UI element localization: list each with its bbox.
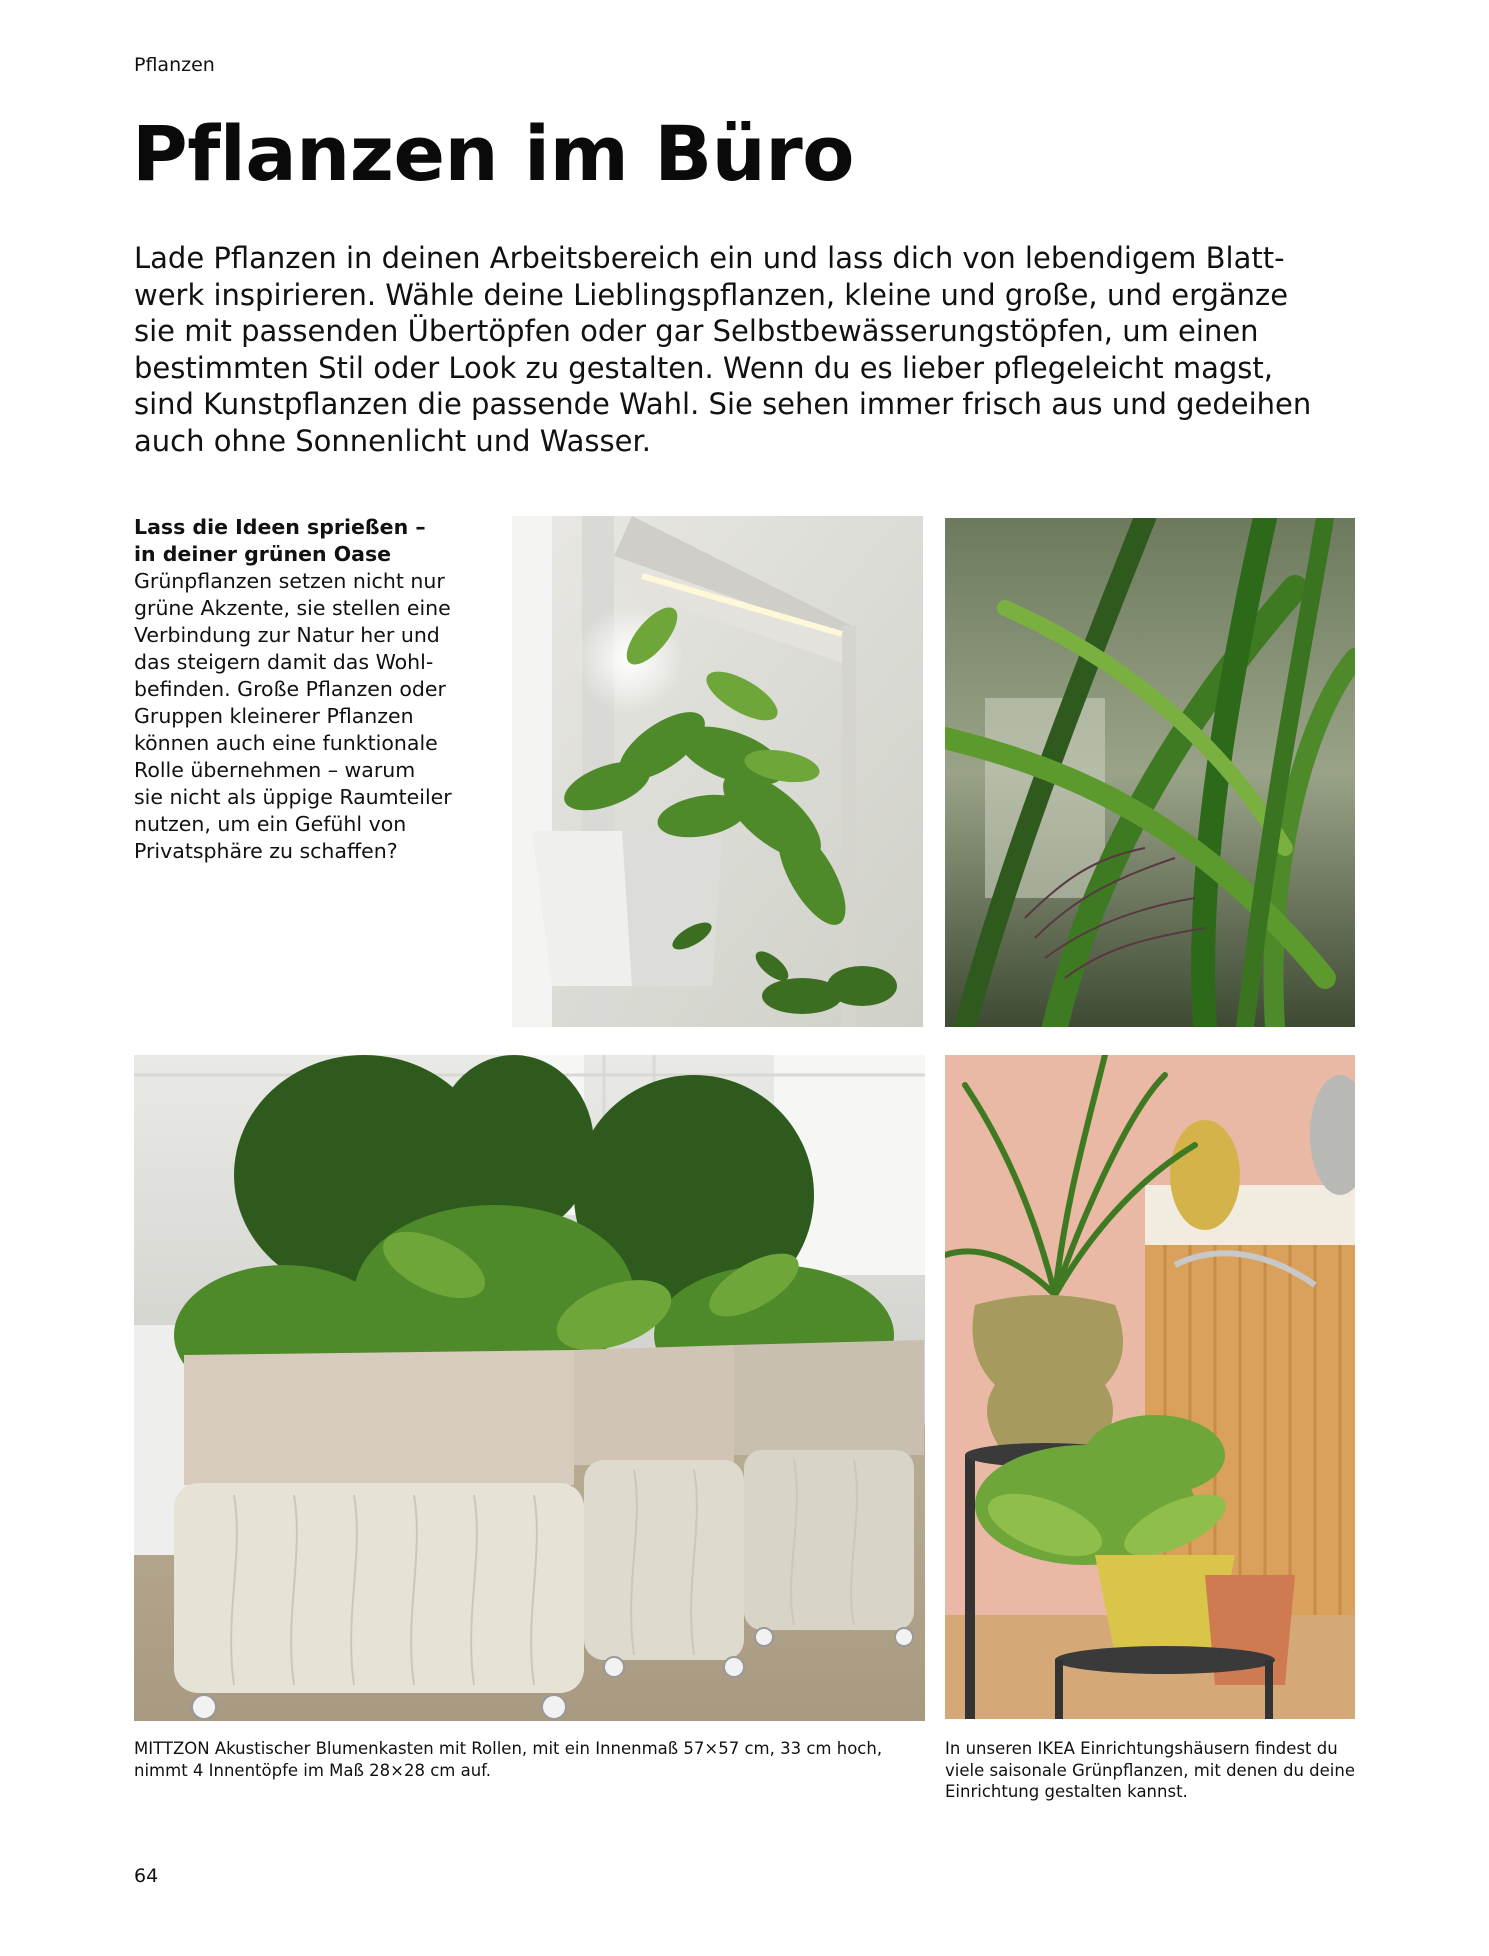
sidebar-text-line: Gruppen kleinerer Pflanzen <box>134 704 414 728</box>
intro-line: sind Kunstpflanzen die passende Wahl. Sie sehen immer frisch aus und gedeihen <box>134 387 1312 421</box>
photo-mittzon-planters <box>134 1055 925 1721</box>
photo-room-divider-plant <box>512 516 923 1027</box>
sidebar-text-line: Verbindung zur Natur her und <box>134 623 440 647</box>
intro-line: sie mit passenden Übertöpfen oder gar Selbstbewässerungstöpfen, um einen <box>134 314 1259 348</box>
sidebar-heading-line: Lass die Ideen sprießen – <box>134 515 426 539</box>
intro-line: auch ohne Sonnenlicht und Wasser. <box>134 423 651 458</box>
sidebar-text <box>134 568 474 865</box>
photo-plant-stand <box>945 1055 1355 1719</box>
photo-grass-leaves <box>945 518 1355 1027</box>
intro-line: Lade Pflanzen in deinen Arbeitsbereich ein und lass dich von lebendigem Blatt- <box>134 241 1285 275</box>
caption-line: nimmt 4 Innentöpfe im Maß 28×28 cm auf. <box>134 1760 492 1780</box>
intro-line: werk inspirieren. Wähle deine Lieblingspflanzen, kleine und große, und ergänze <box>134 277 1289 312</box>
sidebar-text-line: sie nicht als üppige Raumteiler <box>134 785 452 809</box>
caption-line: viele saisonale Grünpflanzen, mit denen du deine <box>945 1760 1355 1780</box>
caption-line: MITTZON Akustischer Blumenkasten mit Rollen, mit ein Innenmaß 57×57 cm, 33 cm hoch, <box>134 1739 883 1758</box>
sidebar-heading-line: in deiner grünen Oase <box>134 542 392 566</box>
sidebar-text-line: grüne Akzente, sie stellen eine <box>134 596 451 620</box>
caption-seasonal-plants <box>945 1738 1365 1803</box>
caption-mittzon <box>134 1738 924 1781</box>
sidebar-text-line: können auch eine funktionale <box>134 731 438 755</box>
page-title: Pflanzen im Büro <box>132 109 854 198</box>
intro-paragraph <box>134 240 1312 459</box>
caption-line: Einrichtung gestalten kannst. <box>945 1782 1188 1801</box>
sidebar-text-line: Grünpflanzen setzen nicht nur <box>134 569 445 593</box>
section-label: Pflanzen <box>134 54 215 76</box>
sidebar-text-line: Privatsphäre zu schaffen? <box>134 839 398 863</box>
caption-line: In unseren IKEA Einrichtungshäusern findest du <box>945 1739 1338 1758</box>
sidebar-heading <box>134 514 474 568</box>
intro-line: bestimmten Stil oder Look zu gestalten. Wenn du es lieber pflegeleicht magst, <box>134 350 1273 385</box>
page-number: 64 <box>134 1865 159 1887</box>
sidebar-text-line: befinden. Große Pflanzen oder <box>134 677 446 701</box>
sidebar-text-line: nutzen, um ein Gefühl von <box>134 812 407 836</box>
sidebar-text-line: Rolle übernehmen – warum <box>134 758 416 782</box>
sidebar-text-line: das steigern damit das Wohl- <box>134 650 434 674</box>
